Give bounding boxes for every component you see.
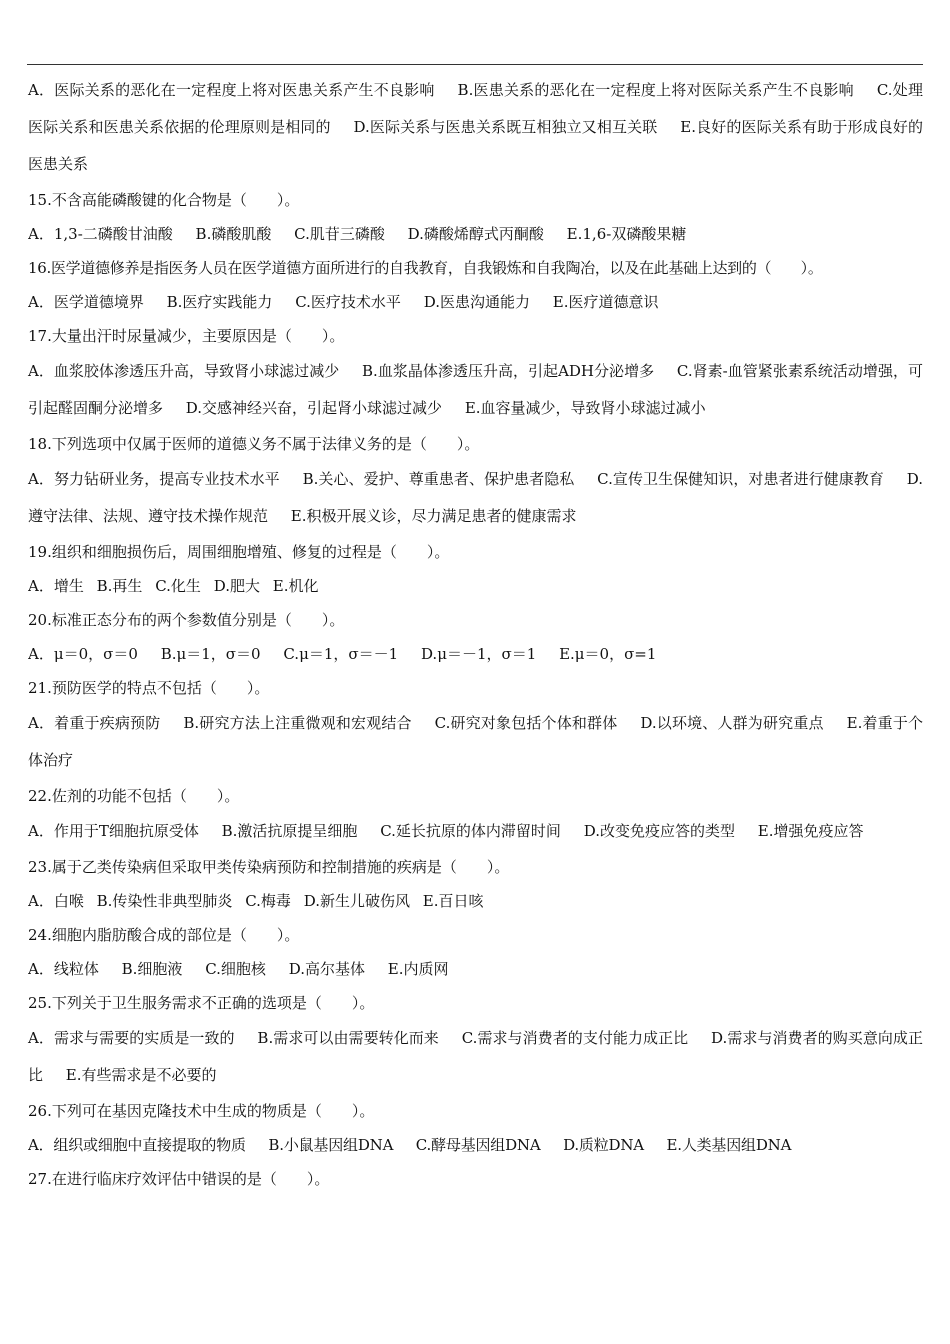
question-text: 19.组织和细胞损伤后，周围细胞增殖、修复的过程是（ ）。: [28, 543, 450, 561]
option-a: A．着重于疾病预防: [28, 714, 161, 732]
option-b: B.激活抗原提呈细胞: [221, 822, 358, 840]
question-17: [28, 319, 923, 427]
option-c: C.医疗技术水平: [295, 293, 401, 311]
options-24: [28, 952, 923, 986]
option-d: D.医患沟通能力: [423, 293, 530, 311]
option-d: D.磷酸烯醇式丙酮酸: [407, 225, 544, 243]
question-19: [28, 535, 923, 603]
options-21: [28, 705, 923, 779]
question-18: [28, 427, 923, 535]
options-14: [28, 72, 923, 183]
question-text: 15.不含高能磷酸键的化合物是（ ）。: [28, 191, 300, 209]
option-c: C.μ＝1，σ＝－1: [283, 645, 399, 663]
question-22: [28, 779, 923, 850]
option-e: E.有些需求是不必要的: [65, 1066, 217, 1084]
options-23: [28, 884, 923, 918]
option-c: C.肌苷三磷酸: [294, 225, 385, 243]
question-text: 27.在进行临床疗效评估中错误的是（ ）。: [28, 1170, 330, 1188]
option-e: E.机化: [272, 577, 319, 595]
option-c: C.处理医际关系和医患关系依据的伦理原则是相同的: [28, 81, 923, 136]
option-a: A．努力钻研业务，提高专业技术水平: [28, 470, 280, 488]
options-17: [28, 353, 923, 427]
question-text: 26.下列可在基因克隆技术中生成的物质是（ ）。: [28, 1102, 375, 1120]
question-text: 16.医学道德修养是指医务人员在医学道德方面所进行的自我教育，自我锻炼和自我陶冶，以及在此基础上达到的（ ）。: [28, 259, 823, 277]
option-e: E.1,6-双磷酸果糖: [566, 225, 687, 243]
option-c: C.延长抗原的体内滞留时间: [380, 822, 561, 840]
option-c: C.需求与消费者的支付能力成正比: [461, 1029, 689, 1047]
option-b: B.医疗实践能力: [166, 293, 273, 311]
option-c: C.宣传卫生保健知识，对患者进行健康教育: [597, 470, 884, 488]
option-a: A．医学道德境界: [28, 293, 144, 311]
option-b: B.μ＝1，σ＝0: [160, 645, 261, 663]
option-d: D.交感神经兴奋，引起肾小球滤过减少: [185, 399, 443, 417]
question-text: 22.佐剂的功能不包括（ ）。: [28, 787, 240, 805]
option-b: B.研究方法上注重微观和宏观结合: [183, 714, 412, 732]
header-rule: [27, 64, 923, 65]
option-e: E.μ＝0，σ=1: [559, 645, 657, 663]
option-c: C.细胞核: [205, 960, 266, 978]
question-text: 20.标准正态分布的两个参数值分别是（ ）。: [28, 611, 345, 629]
question-text: 17.大量出汗时尿量减少，主要原因是（ ）。: [28, 327, 345, 345]
option-d: D.肥大: [213, 577, 260, 595]
option-d: D.以环境、人群为研究重点: [640, 714, 824, 732]
option-c: C.梅毒: [245, 892, 291, 910]
option-d: D.μ＝－1，σ＝1: [420, 645, 537, 663]
question-text: 18.下列选项中仅属于医师的道德义务不属于法律义务的是（ ）。: [28, 435, 480, 453]
option-d: D.医际关系与医患关系既互相独立又相互关联: [353, 118, 658, 136]
option-b: B.传染性非典型肺炎: [96, 892, 233, 910]
question-20: [28, 603, 923, 671]
option-e: E.内质网: [387, 960, 449, 978]
option-d: D.改变免疫应答的类型: [583, 822, 735, 840]
option-a: A．μ＝0，σ＝0: [28, 645, 138, 663]
option-a: A．血浆胶体渗透压升高，导致肾小球滤过减少: [28, 362, 340, 380]
options-22: [28, 813, 923, 850]
option-d: D.高尔基体: [288, 960, 365, 978]
question-text: 24.细胞内脂肪酸合成的部位是（ ）。: [28, 926, 300, 944]
option-c: C.研究对象包括个体和群体: [434, 714, 618, 732]
option-a: A．白喉: [28, 892, 84, 910]
question-23: [28, 850, 923, 918]
option-e: E.增强免疫应答: [757, 822, 864, 840]
options-20: [28, 637, 923, 671]
option-a: A．作用于T细胞抗原受体: [28, 822, 199, 840]
option-d: D.质粒DNA: [563, 1136, 644, 1154]
options-25: [28, 1020, 923, 1094]
option-b: B.小鼠基因组DNA: [268, 1136, 394, 1154]
question-21: [28, 671, 923, 779]
option-b: B.关心、爱护、尊重患者、保护患者隐私: [302, 470, 575, 488]
option-c: C.酵母基因组DNA: [415, 1136, 541, 1154]
option-e: E.百日咳: [422, 892, 484, 910]
option-b: B.细胞液: [121, 960, 183, 978]
question-27: [28, 1162, 923, 1196]
option-a: A．组织或细胞中直接提取的物质: [28, 1136, 246, 1154]
option-e: E.良好的医际关系有助于形成良好的医患关系: [28, 118, 923, 173]
option-a: A．线粒体: [28, 960, 99, 978]
option-d: D.新生儿破伤风: [303, 892, 410, 910]
question-text: 25.下列关于卫生服务需求不正确的选项是（ ）。: [28, 994, 375, 1012]
options-26: [28, 1128, 923, 1162]
question-15: [28, 183, 923, 251]
option-d: D.遵守法律、法规、遵守技术操作规范: [28, 470, 923, 525]
question-24: [28, 918, 923, 986]
option-b: B.需求可以由需要转化而来: [257, 1029, 439, 1047]
option-b: B.血浆晶体渗透压升高，引起ADH分泌增多: [362, 362, 655, 380]
options-18: [28, 461, 923, 535]
options-19: [28, 569, 923, 603]
question-text: 21.预防医学的特点不包括（ ）。: [28, 679, 270, 697]
question-25: [28, 986, 923, 1094]
option-e: E.人类基因组DNA: [666, 1136, 792, 1154]
option-c: C.化生: [155, 577, 201, 595]
option-c: C.肾素-血管紧张素系统活动增强，可引起醛固酮分泌增多: [28, 362, 923, 417]
option-b: B.再生: [96, 577, 143, 595]
options-15: [28, 217, 923, 251]
option-a: A．1,3-二磷酸甘油酸: [28, 225, 173, 243]
question-16: [28, 251, 923, 319]
option-a: A．增生: [28, 577, 84, 595]
option-b: B.医患关系的恶化在一定程度上将对医际关系产生不良影响: [457, 81, 854, 99]
option-e: E.积极开展义诊，尽力满足患者的健康需求: [290, 507, 577, 525]
question-text: 23.属于乙类传染病但采取甲类传染病预防和控制措施的疾病是（ ）。: [28, 858, 510, 876]
option-b: B.磷酸肌酸: [195, 225, 272, 243]
question-list: [28, 72, 923, 1196]
option-d: D.需求与消费者的购买意向成正比: [28, 1029, 923, 1084]
option-e: E.血容量减少，导致肾小球滤过减小: [464, 399, 706, 417]
option-e: E.着重于个体治疗: [28, 714, 924, 769]
option-a: A．医际关系的恶化在一定程度上将对医患关系产生不良影响: [28, 81, 435, 99]
option-e: E.医疗道德意识: [552, 293, 659, 311]
option-a: A．需求与需要的实质是一致的: [28, 1029, 235, 1047]
question-26: [28, 1094, 923, 1162]
options-16: [28, 285, 923, 319]
question-14-continued: [28, 72, 923, 183]
